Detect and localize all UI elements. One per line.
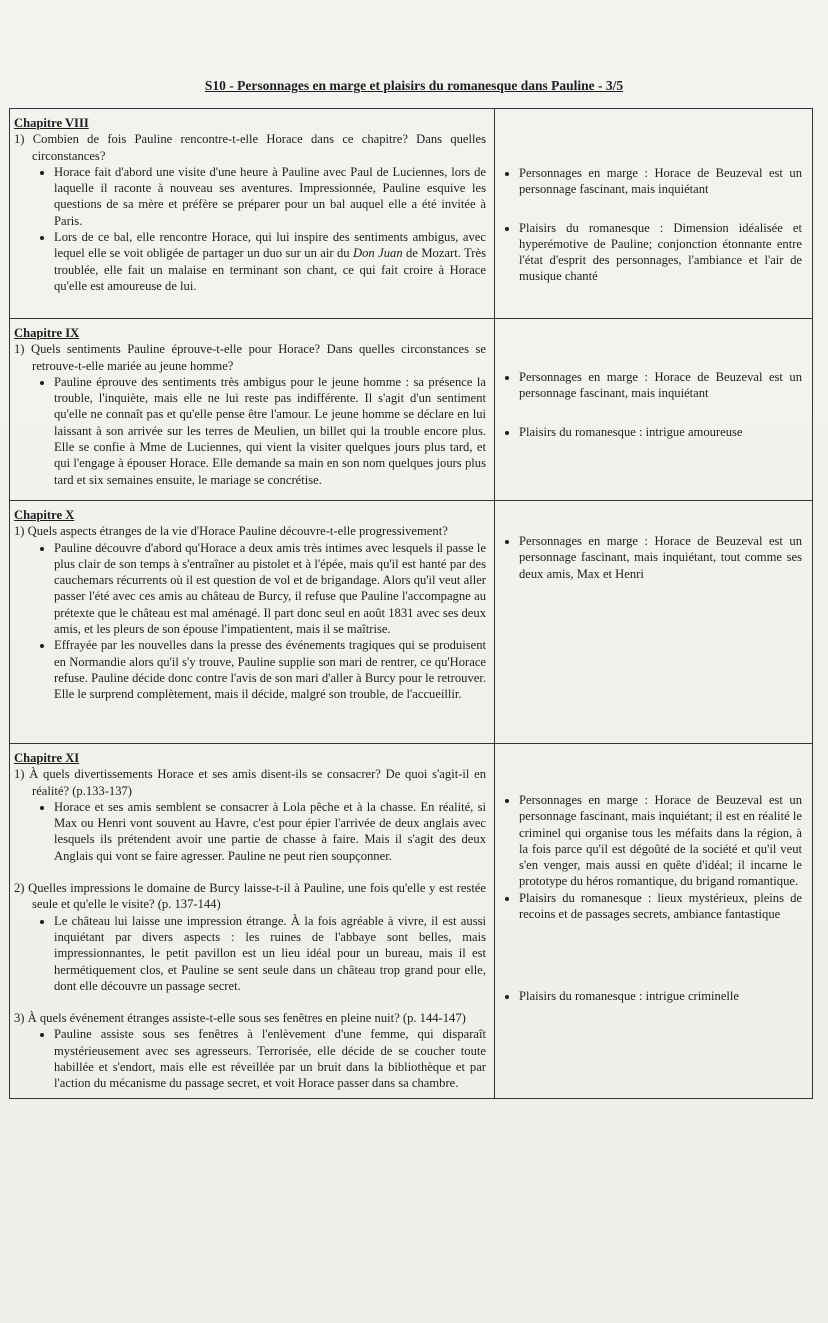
question: 1) Combien de fois Pauline rencontre-t-elle Horace dans ce chapitre? Dans quelles circonstances? <box>14 132 486 163</box>
questions-cell <box>10 744 495 1099</box>
table-row <box>10 501 813 744</box>
questions-cell <box>10 501 495 744</box>
notes-cell <box>495 501 813 744</box>
notes-cell <box>495 109 813 319</box>
question: 1) Quels sentiments Pauline éprouve-t-elle pour Horace? Dans quelles circonstances se retrouve-t-elle mariée au jeune homme? <box>14 342 486 373</box>
notes-cell <box>495 319 813 501</box>
note-item: • Plaisirs du romanesque : intrigue criminelle <box>519 988 802 1004</box>
note-item: • Personnages en marge : Horace de Beuzeval est un personnage fascinant, mais inquiétant <box>519 369 802 402</box>
table-row <box>10 109 813 319</box>
chapters-table <box>9 108 813 1099</box>
questions-cell <box>10 319 495 501</box>
chapter-title: Chapitre IX <box>14 326 80 340</box>
answer-item: • Effrayée par les nouvelles dans la presse des événements tragiques qui se produisent en Normandie alors qu'il s'y trouve, Pauline supplie son mari de rentrer, ce qu'Horace refuse. Pauline décide donc contre l'avis de son mari d'aller à Burcy pour le retrouver. Elle le surprend complètement, mais il décide, malgré son trouble, de l'accueillir. <box>54 637 486 702</box>
answer-item: • Lors de ce bal, elle rencontre Horace, qui lui inspire des sentiments ambigus, avec lequel elle se voit obligée de partager un duo sur un air du Don Juan de Mozart. Très troublée, elle fait un malaise en terminant son chant, ce qui fait croire à Horace qu'elle est amoureuse de lui. <box>54 229 486 294</box>
answer-item: • Horace et ses amis semblent se consacrer à Lola pêche et à la chasse. En réalité, si Max ou Henri vont souvent au Havre, c'est pour épier l'arrivée de deux anglais avec lesquels ils prétendent avoir une partie de chasse à faire. Mais il s'agit des deux Anglais qui vont se faire agresser. Pauline ne peut rien soupçonner. <box>54 799 486 864</box>
note-item: • Personnages en marge : Horace de Beuzeval est un personnage fascinant, mais inquiétant; il est en réalité le criminel qui organise tous les méfaits dans la région, à la fois parce qu'il est dégoûté de la société et qu'il veut s'en venger, mais aussi en quête d'idéal; il incarne le prototype du héros romantique, du brigand romantique. <box>519 792 802 890</box>
answer-item: • Pauline éprouve des sentiments très ambigus pour le jeune homme : sa présence la trouble, l'inquiète, mais elle ne lui reste pas indifférente. Il s'agit d'un sentiment qu'elle ne connaît pas et qu'elle pense être l'amour. Le jeune homme se déclare en lui laissant à son arrivée sur les terres de Meulien, un billet qui la trouble encore plus. Elle se confie à Mme de Luciennes, qui vient la visiter quelques jours plus tard, et qui l'engage à épouser Horace. Elle demande sa main en son nom quelques jours plus tard et six semaines ensuite, le mariage se concrétise. <box>54 374 486 488</box>
question: 1) À quels divertissements Horace et ses amis disent-ils se consacrer? De quoi s'agit-il en réalité? (p.133-137) <box>14 767 486 798</box>
note-item: • Plaisirs du romanesque : Dimension idéalisée et hyperémotive de Pauline; conjonction étonnante entre l'état d'esprit des personnages, l'ambiance et l'air de musique chanté <box>519 220 802 285</box>
page-title: S10 - Personnages en marge et plaisirs du romanesque dans Pauline - 3/5 <box>204 78 624 93</box>
answer-item: • Pauline découvre d'abord qu'Horace a deux amis très intimes avec lesquels il passe le plus clair de son temps à s'entraîner au pistolet et à l'épée, mais qu'il est hanté par des cauchemars récurrents où il est question de vol et de brigandage. Alors qu'il veut aller passer l'été avec ces amis au château de Burcy, il refuse que Pauline l'accompagne au prétexte que le château est mal aménagé. Il part donc seul en août 1831 avec ses deux amis, et les pleurs de son épouse l'impatientent, mais il se maîtrise. <box>54 540 486 638</box>
question: 3) À quels événement étranges assiste-t-elle sous ses fenêtres en pleine nuit? (p. 144-147) <box>14 1011 466 1026</box>
note-item: • Personnages en marge : Horace de Beuzeval est un personnage fascinant, mais inquiétant, tout comme ses deux amis, Max et Henri <box>519 533 802 582</box>
questions-cell <box>10 109 495 319</box>
note-item: • Personnages en marge : Horace de Beuzeval est un personnage fascinant, mais inquiétant <box>519 165 802 198</box>
table-row <box>10 319 813 501</box>
answer-item: • Pauline assiste sous ses fenêtres à l'enlèvement d'une femme, qui disparaît mystérieusement avec ses agresseurs. Terrorisée, elle décide de se coucher toute habillée et s'endort, mais elle est réveillée par un bruit dans la bibliothèque et par l'action du mécanisme du passage secret, et voit Horace passer dans sa chambre. <box>54 1026 486 1091</box>
chapter-title: Chapitre X <box>14 508 75 522</box>
notes-cell <box>495 744 813 1099</box>
chapter-title: Chapitre VIII <box>14 116 89 130</box>
answer-item: • Horace fait d'abord une visite d'une heure à Pauline avec Paul de Luciennes, lors de laquelle il raconte à nouveau ses aventures. Impressionnée, Pauline esquive les questions de sa mère et préfère se préparer pour un bal auquel elle a été invitée à Paris. <box>54 164 486 229</box>
note-item: • Plaisirs du romanesque : intrigue amoureuse <box>519 424 802 440</box>
question: 1) Quels aspects étranges de la vie d'Horace Pauline découvre-t-elle progressivement? <box>14 524 448 539</box>
table-row <box>10 744 813 1099</box>
answer-item: • Le château lui laisse une impression étrange. À la fois agréable à vivre, il est aussi inquiétant par divers aspects : les ruines de l'abbaye sont belles, mais impressionnantes, le petit pavillon est un lieu idéal pour un bureau, mais il est hermétiquement clos, et Pauline se sent seule dans un château trop grand pour elle, dont elle découvre un passage secret. <box>54 913 486 994</box>
note-item: • Plaisirs du romanesque : lieux mystérieux, pleins de recoins et de passages secrets, ambiance fantastique <box>519 890 802 923</box>
question: 2) Quelles impressions le domaine de Burcy laisse-t-il à Pauline, une fois qu'elle y est restée seule et qu'elle le visite? (p. 137-144) <box>14 881 486 912</box>
chapter-title: Chapitre XI <box>14 751 80 765</box>
